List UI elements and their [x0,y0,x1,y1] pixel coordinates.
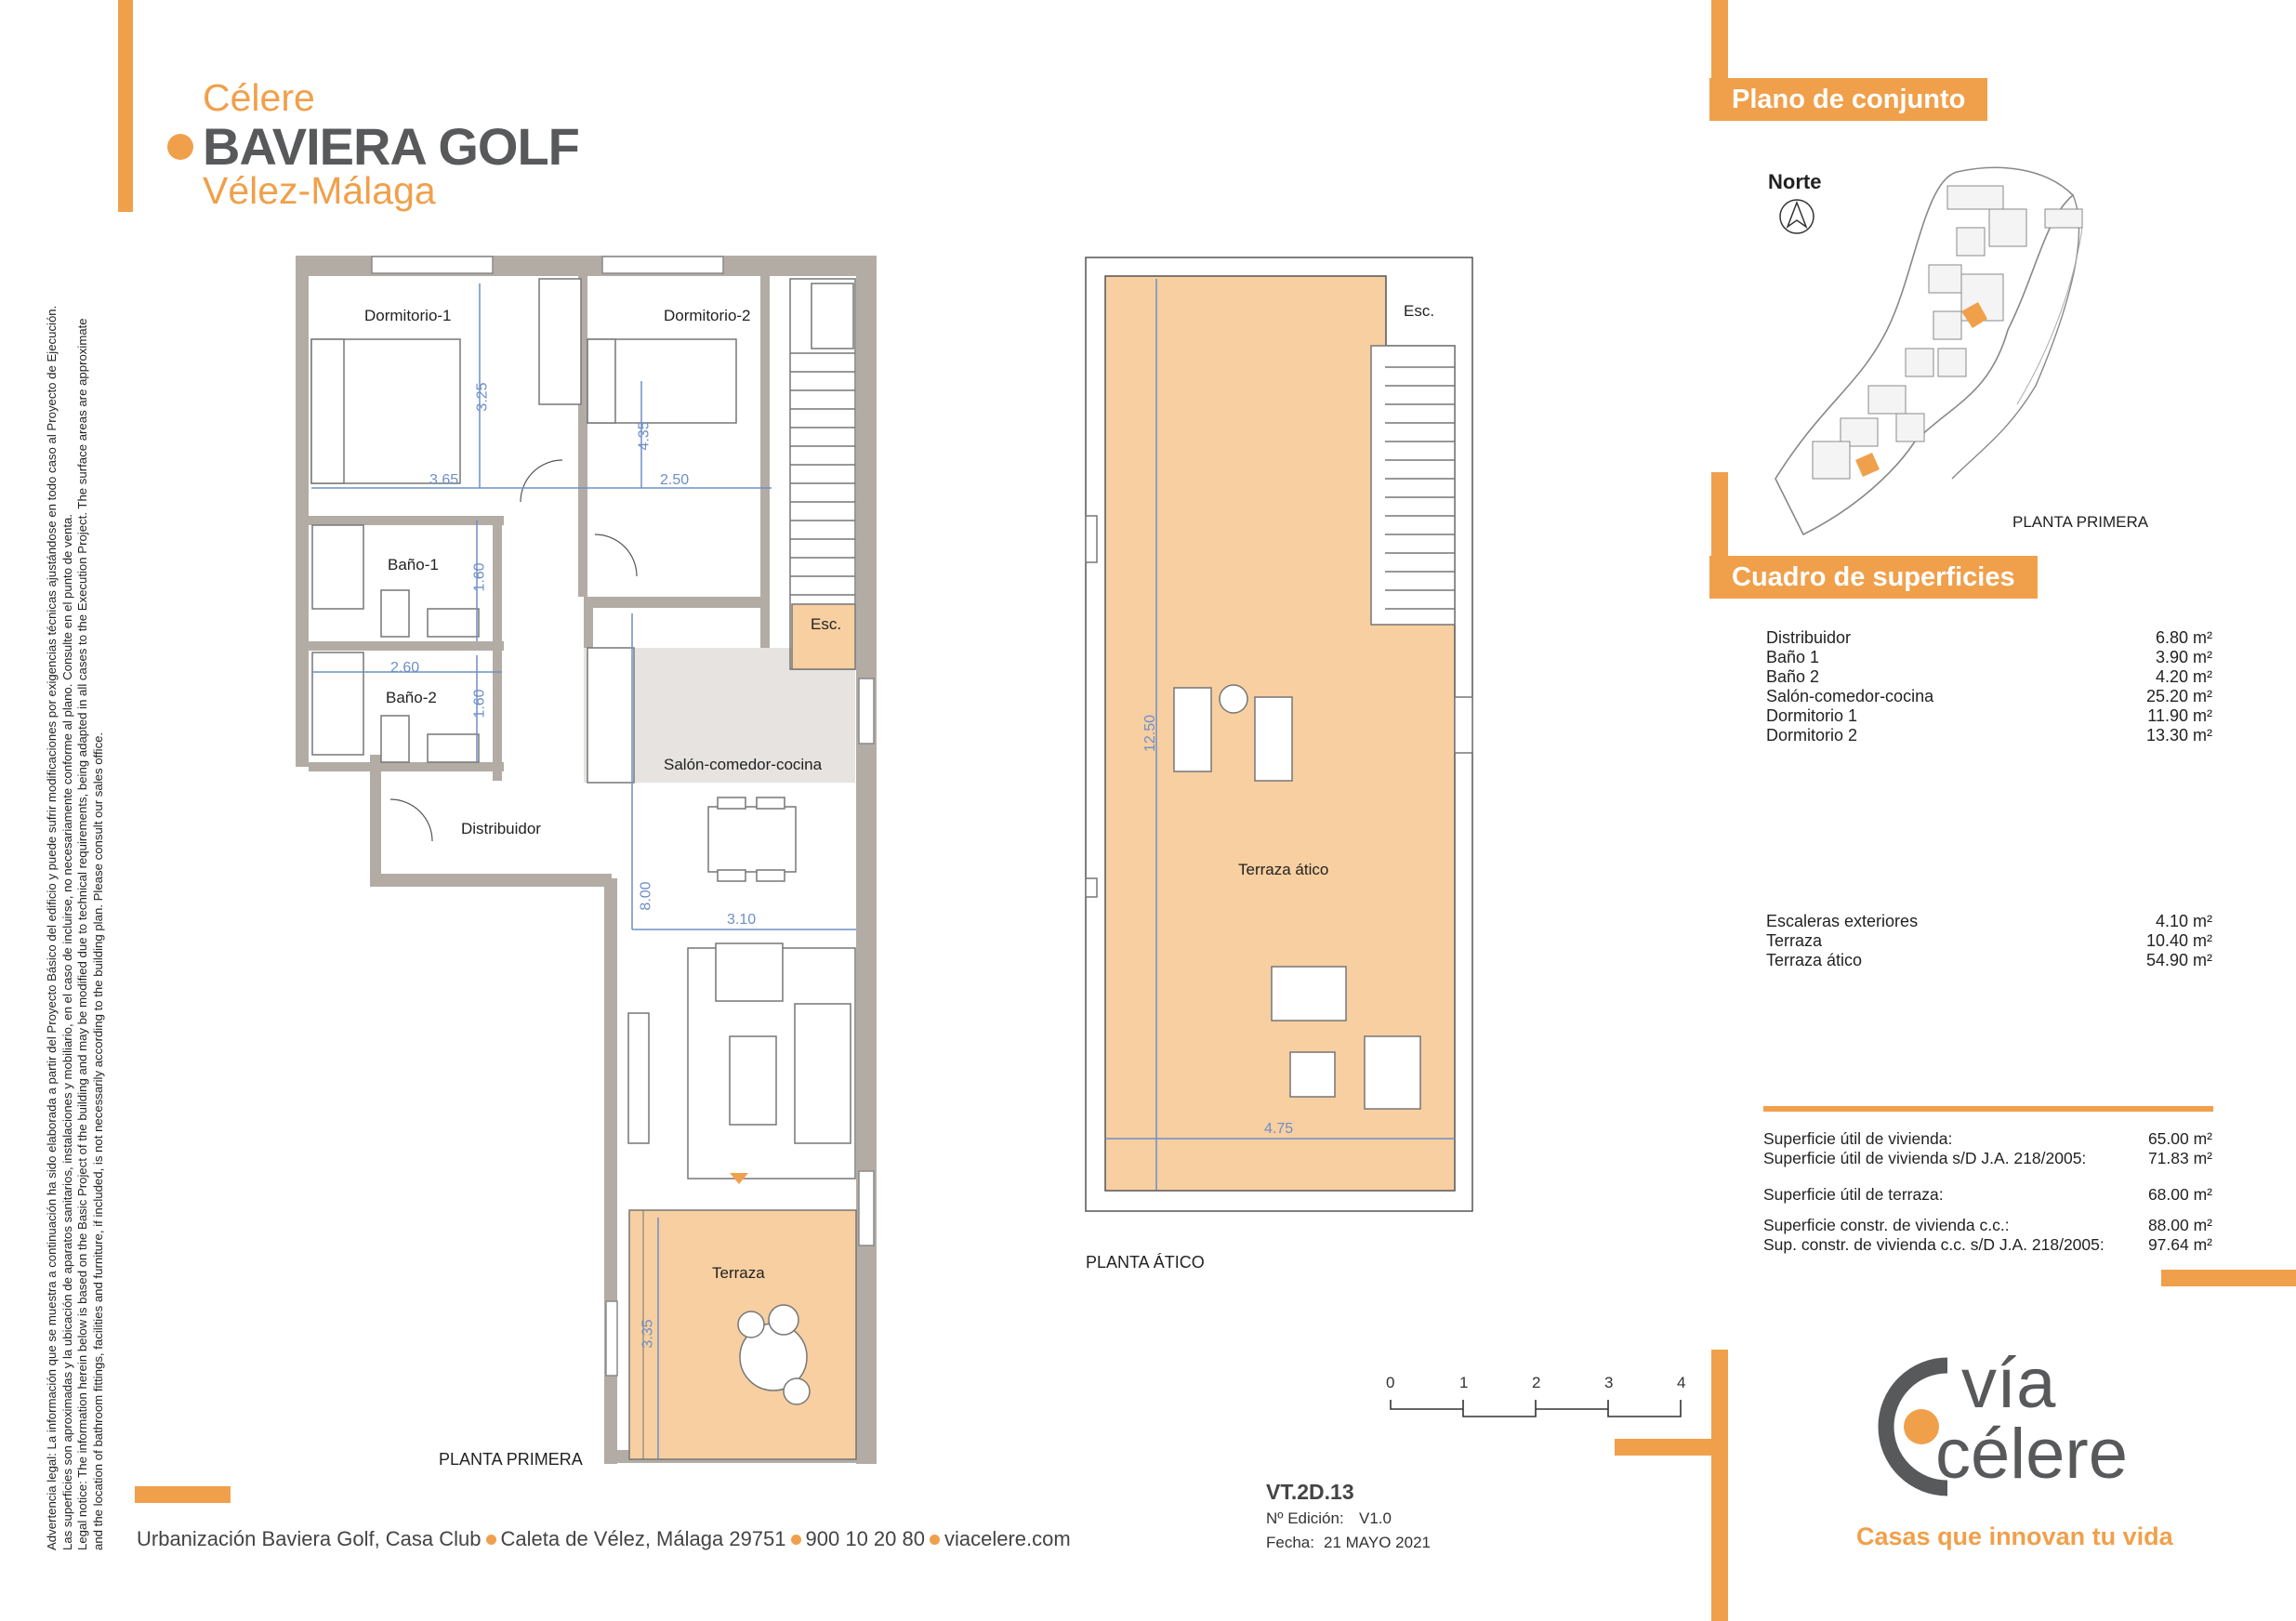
dimension-8-00: 8.00 [638,881,654,911]
dimension-4-35: 4.35 [636,421,653,451]
surface-name: Dormitorio 2 [1766,726,1858,745]
surface-row [1766,628,2212,648]
dimension-12-50: 12.50 [1142,714,1159,753]
floor-plan-atico [1078,251,1478,1218]
legal-line-1: Advertencia legal: La información que se muestra a continuación ha sido elaborada a partir del Proyecto Básico del edificio y puede sufrir modificaciones por exigencias técnicas ajustándose en todo caso al Proyecto de Ejecución. [45,305,59,1550]
surface-value: 4.20 m² [2155,667,2212,686]
scale-tick-3: 3 [1604,1374,1614,1391]
surface-total-row [1763,1149,2212,1167]
surface-total-row [1763,1129,2212,1148]
surface-row-exterior [1766,912,2212,931]
footer-dot-icon [791,1535,801,1545]
surface-row-exterior [1766,951,2212,970]
accent-bar-right-top [1711,0,1728,84]
room-label-salon: Salón-comedor-cocina [664,756,823,773]
surface-value: 25.20 m² [2145,687,2212,705]
atico-label-esc: Esc. [1404,302,1435,320]
surface-name: Terraza ático [1766,951,1863,969]
surface-value: 10.40 m² [2145,931,2212,950]
surface-value: 13.30 m² [2145,726,2212,745]
logo-word-via: vía [1961,1344,2056,1423]
dimension-3-35: 3.35 [640,1319,656,1349]
surface-row-exterior [1766,931,2212,951]
dimension-2-60: 2.60 [390,660,420,676]
surface-divider-line [1763,1106,2213,1112]
footer-phone: 900 10 20 80 [805,1527,925,1550]
legal-line-2: Las superficies son aproximadas y la ubicación de aparatos sanitarios, instalaciones y mobiliario, en el caso de incluirse, no necesariamente conforme al plano. Consulte en el punto de venta. [59,514,74,1550]
north-label: Norte [1768,170,1822,193]
accent-bar-right-bottom [1711,1350,1728,1621]
brand-project: BAVIERA GOLF [203,117,579,176]
surface-total-row [1763,1216,2212,1234]
room-label-terraza: Terraza [712,1264,765,1282]
footer-contact [137,1527,1071,1551]
legal-line-4: and the location of bathroom fittings, facilities and furniture, if included, is not necessarily according to the building plan. Please consult our sales office. [90,731,105,1550]
surface-name: Dormitorio 1 [1766,706,1858,725]
room-label-esc: Esc. [811,615,842,633]
surface-total-value: 65.00 m² [2147,1129,2212,1148]
surface-value: 3.90 m² [2155,648,2212,666]
surface-total-name: Superficie útil de terraza: [1763,1185,1944,1204]
surface-name: Baño 1 [1766,648,1820,666]
surface-name: Baño 2 [1766,667,1820,686]
footer-place: Caleta de Vélez, Málaga 29751 [500,1527,786,1550]
surface-name: Escaleras exteriores [1766,912,1919,930]
surface-total-value: 88.00 m² [2147,1216,2212,1234]
plan-label-planta-atico: PLANTA ÁTICO [1086,1253,1205,1272]
dimension-1-60-b: 1.60 [471,689,488,718]
surface-row [1766,667,2212,687]
surface-value: 6.80 m² [2155,628,2212,647]
accent-bar-right-edge [2161,1270,2296,1286]
surface-value: 4.10 m² [2155,912,2212,930]
surface-row [1766,726,2212,745]
date-label: Fecha: [1266,1534,1314,1551]
accent-bar-right-bottom-h [1615,1439,1713,1456]
accent-bar-bottom-left [135,1486,231,1503]
dimension-2-50: 2.50 [660,472,690,488]
cuadro-superficies-title: Cuadro de superficies [1709,556,2038,599]
room-label-distribuidor: Distribuidor [461,820,541,837]
plano-conjunto-title: Plano de conjunto [1709,78,1987,121]
surface-row [1766,648,2212,667]
edition-label: Nº Edición: [1266,1509,1344,1527]
room-label-bano-2: Baño-2 [386,689,437,706]
logo-word-celere: célere [1935,1415,2128,1494]
scale-tick-0: 0 [1386,1374,1395,1391]
dimension-4-75: 4.75 [1264,1121,1294,1137]
footer-address: Urbanización Baviera Golf, Casa Club [137,1527,482,1550]
footer-website[interactable]: viacelere.com [943,1527,1071,1550]
footer-dot-icon [486,1535,496,1545]
surface-value: 11.90 m² [2147,706,2212,725]
brand-dot-icon [167,134,193,160]
dimension-1-60-a: 1.60 [471,562,488,592]
legal-notice [45,100,106,1550]
floor-plan-primera [288,251,883,1478]
dimension-3-10: 3.10 [727,912,757,928]
surface-total-row [1763,1185,2212,1204]
atico-label-terraza: Terraza ático [1238,861,1329,878]
brand-location: Vélez-Málaga [203,169,436,212]
footer-dot-icon [930,1535,940,1545]
surface-row [1766,706,2212,726]
surface-total-row [1763,1235,2212,1254]
surface-total-value: 71.83 m² [2147,1149,2212,1167]
surface-total-name: Sup. constr. de vivienda c.c. s/D J.A. 218/2005: [1763,1235,2105,1254]
plan-label-planta-primera: PLANTA PRIMERA [439,1450,583,1469]
scale-tick-2: 2 [1532,1374,1541,1391]
site-plan-label: PLANTA PRIMERA [2012,513,2149,531]
logo-tagline: Casas que innovan tu vida [1856,1522,2173,1550]
brand-block [167,76,579,212]
surface-value: 54.90 m² [2145,951,2212,969]
brand-company: Célere [203,76,315,119]
surface-name: Distribuidor [1766,628,1852,647]
surface-name: Terraza [1766,931,1823,950]
accent-bar-top-left [118,0,133,212]
surface-row [1766,687,2212,706]
scale-tick-1: 1 [1459,1374,1469,1391]
room-label-dormitorio-2: Dormitorio-2 [664,307,751,324]
room-label-dormitorio-1: Dormitorio-1 [364,307,452,324]
room-label-bano-1: Baño-1 [388,556,439,573]
scale-bar-graphic [1383,1394,1690,1418]
date-value: 21 MAYO 2021 [1324,1534,1431,1551]
surface-total-name: Superficie útil de vivienda s/D J.A. 218/2005: [1763,1149,2087,1167]
document-code: VT.2D.13 [1266,1480,1354,1504]
scale-bar [1383,1374,1690,1420]
site-plan-map [1766,163,2119,544]
scale-tick-4: 4 [1677,1374,1686,1391]
surface-total-value: 97.64 m² [2147,1235,2212,1254]
dimension-3-65: 3.65 [429,472,459,488]
dimension-3-25: 3.25 [474,382,491,412]
edition-value: V1.0 [1359,1509,1392,1527]
surface-total-name: Superficie constr. de vivienda c.c.: [1763,1216,2010,1234]
surface-total-value: 68.00 m² [2147,1185,2212,1204]
legal-line-3: Legal notice: The information herein below is based on the Basic Project of the building and may be modified due to technical requirements, being adapted in all cases to the Execution Project. The surface areas are approximate [75,318,89,1550]
surface-total-name: Superficie útil de vivienda: [1763,1129,1953,1148]
surface-name: Salón-comedor-cocina [1766,687,1934,705]
